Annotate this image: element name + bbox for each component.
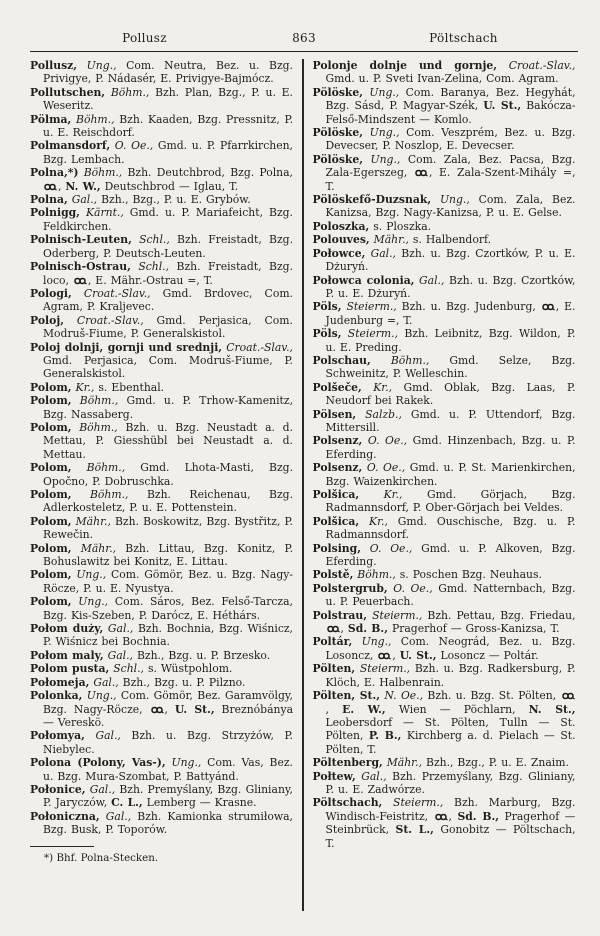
gazetteer-entry	[30, 662, 293, 675]
entry-headword: Połom duży,	[30, 622, 104, 636]
entry-headword: Pölten, St.,	[312, 689, 381, 703]
gazetteer-entry	[30, 488, 293, 515]
entry-text: Gmd. Natternbach, Bzg. u. P. Peuerbach.	[325, 581, 576, 609]
entry-headword: Połomya,	[30, 729, 85, 743]
entry-text: Bzh. Freistadt, Bzg. Oderberg, P. Deutsch-Leuten.	[43, 233, 294, 260]
entry-headword: Polom,	[30, 595, 72, 609]
entry-headword: Pölsen,	[312, 407, 357, 421]
gazetteer-entry	[30, 676, 293, 689]
entry-region: O. Oe.,	[387, 581, 433, 595]
entry-text: Gmd. u. P. Alkoven, Bzg. Eferding.	[325, 541, 576, 569]
entry-text: Gmd. Oblak, Bzg. Laas, P. Neudorf bei Rakek.	[325, 380, 576, 408]
text-columns	[30, 52, 578, 911]
entry-text: s. Ploszka.	[369, 219, 432, 233]
entry-region: Gal.,	[84, 729, 121, 743]
entry-region: Kr.,	[361, 380, 393, 394]
gazetteer-entry	[313, 126, 576, 153]
post-horn-icon	[150, 703, 165, 716]
entry-region: Böhm.,	[71, 488, 129, 501]
entry-headword: Poltár,	[312, 635, 353, 649]
entry-text: Com. Neutra, Bez. u. Bzg. Privigye, P. Nádasér, E. Privigye-Bajmócz.	[43, 59, 293, 86]
entry-region: Steierm.,	[382, 796, 444, 810]
gazetteer-entry	[30, 381, 293, 394]
entry-region: Böhm.,	[105, 85, 150, 99]
entry-headword: Pölten,	[312, 662, 356, 676]
entry-region: Croat.-Slav.,	[222, 340, 293, 354]
entry-region: Gal.,	[67, 193, 98, 207]
gazetteer-entry	[313, 488, 576, 515]
entry-text: Deutschbrod — Iglau, T.	[100, 179, 239, 193]
gazetteer-entry	[30, 810, 293, 837]
entry-headword: Polšica,	[312, 488, 360, 501]
entry-text: s. Halbendorf.	[408, 233, 492, 247]
entry-text: ,	[58, 179, 66, 193]
entry-text: s. Ebenthal.	[94, 380, 165, 394]
entry-text: Bzh. Plan, Bzg., P. u. E. Weseritz.	[43, 85, 293, 113]
entry-headword: Polouves,	[312, 233, 370, 247]
entry-headword: Pölma,	[30, 112, 72, 126]
entry-headword: Polom,	[30, 514, 72, 528]
gazetteer-entry	[30, 542, 293, 569]
gazetteer-entry	[30, 729, 293, 756]
column-left	[30, 59, 293, 911]
entry-region: Schl.,	[131, 233, 170, 247]
entry-region: Ung.,	[363, 152, 401, 166]
column-divider-rule	[302, 59, 304, 911]
entry-text: Bzh., Bzg., P. u. E. Grybów.	[97, 193, 251, 207]
entry-headword: U. St.,	[399, 648, 437, 662]
entry-headword: Poloszka,	[312, 219, 370, 233]
entry-headword: Polom,	[30, 568, 72, 582]
entry-text: ,	[164, 702, 175, 716]
entry-headword: Polom,	[30, 488, 72, 501]
entry-region: O. Oe.,	[362, 434, 408, 448]
post-horn-icon	[326, 622, 341, 635]
entry-headword: Pöls,	[312, 327, 342, 341]
post-horn-icon	[377, 649, 392, 662]
entry-region: Schl.,	[130, 260, 170, 274]
entry-text: , E. Zala-Szent-Mihály =, T.	[325, 166, 576, 193]
entry-region: Mähr.,	[382, 756, 423, 770]
gazetteer-entry	[30, 421, 293, 461]
entry-headword: Pölöske,	[312, 85, 364, 99]
gazetteer-entry	[313, 582, 576, 609]
entry-headword: Polschau,	[312, 353, 371, 367]
entry-region: Kärnt.,	[79, 206, 124, 220]
gazetteer-entry	[30, 233, 293, 260]
gazetteer-entry	[313, 461, 576, 488]
entry-headword: N. St.,	[528, 702, 576, 716]
gazetteer-entry	[30, 568, 293, 595]
column-right	[313, 59, 576, 911]
entry-headword: Połtew,	[312, 769, 356, 783]
entry-region: Ung.,	[165, 756, 202, 770]
entry-headword: Pologi,	[30, 286, 72, 300]
gazetteer-entry	[30, 260, 293, 287]
entry-text: Com. Neográd, Bez. u. Bzg. Losoncz,	[325, 635, 576, 662]
entry-text: Breznóbánya — Vereskö.	[43, 702, 294, 729]
entry-headword: P. B.,	[368, 729, 402, 743]
gazetteer-entry	[313, 193, 576, 220]
gazetteer-entry	[30, 595, 293, 622]
entry-text: Com. Zala, Bez. Pacsa, Bzg. Zala-Egerszeg,	[325, 152, 576, 180]
entry-region: Böhm.,	[71, 420, 118, 434]
header-keyword-right: Pöltschach	[429, 31, 498, 45]
entry-text: Gmd. Selze, Bzg. Schweinitz, P. Welleschin.	[325, 353, 576, 381]
entry-headword: Polstergrub,	[312, 581, 388, 595]
footnote	[30, 846, 293, 865]
entry-headword: Polom,	[30, 420, 72, 434]
entry-region: O. Oe.,	[360, 541, 413, 555]
gazetteer-entry	[313, 689, 576, 756]
entry-headword: Połonice,	[30, 782, 86, 796]
footnote-text: *) Bhf. Polna-Stecken.	[44, 851, 159, 864]
entry-text: Bzh. Premyślany, Bzg. Gliniany, P. Jaryczów,	[43, 782, 293, 810]
gazetteer-entry	[313, 86, 576, 126]
gazetteer-entry	[313, 568, 576, 581]
entry-text: Bzh. u. Bzg. Radkersburg, P. Klöch, E. Halbenrain.	[325, 662, 576, 689]
entry-region: Böhm.,	[370, 353, 430, 367]
entry-region: Gal.,	[85, 782, 116, 796]
entry-text: Com. Veszprém, Bez. u. Bzg. Devecser, P. Noszlop, E. Devecser.	[325, 126, 576, 153]
footnote-rule	[30, 846, 94, 847]
entry-text: Gmd. u. P. Sveti Ivan-Zelina, Com. Agram.	[325, 72, 559, 86]
post-horn-icon	[561, 689, 576, 702]
post-horn-icon	[541, 300, 556, 313]
gazetteer-entry	[30, 287, 293, 314]
gazetteer-entry	[313, 274, 576, 301]
entry-region: Schl.,	[109, 662, 144, 676]
gazetteer-entry	[30, 394, 293, 421]
entry-headword: Poloj dolnji, gornji und srednji,	[30, 340, 223, 354]
entry-text: Bzh. Reichenau, Bzg. Adlerkosteletz, P. u. E. Pottenstein.	[43, 488, 294, 515]
entry-headword: Pöls,	[312, 300, 342, 314]
gazetteer-entry	[30, 314, 293, 341]
entry-text: ,	[325, 702, 343, 716]
entry-text: Bzh. u. Bzg. Czortków, P. u. E. Dżuryń.	[325, 273, 576, 300]
entry-region: Kr.,	[359, 488, 403, 501]
post-horn-icon	[414, 166, 429, 179]
entry-headword: Polšica,	[312, 514, 360, 528]
entry-text: Kirchberg a. d. Pielach — St. Pölten, T.	[325, 729, 576, 756]
entry-headword: N. W.,	[65, 179, 101, 193]
entry-region: Böhm.,	[78, 166, 123, 180]
entry-region: Gal.,	[103, 622, 134, 636]
entry-region: Ung.,	[363, 126, 400, 140]
entry-region: Steierm.,	[341, 327, 399, 341]
post-horn-icon	[73, 274, 88, 287]
entry-text: Gonobitz — Pöltschach, T.	[325, 823, 576, 850]
page-number: 863	[292, 31, 316, 45]
entry-text: Bzh. Leibnitz, Bzg. Wildon, P. u. E. Preding.	[325, 327, 576, 354]
entry-headword: U. St.,	[483, 99, 522, 113]
entry-text: Gmd. u. P. St. Marienkirchen, Bzg. Waizenkirchen.	[325, 461, 576, 488]
entry-text: Gmd. Brdovec, Com. Agram, P. Kraljevec.	[43, 286, 293, 314]
entry-region: Croat.-Slav.,	[71, 286, 151, 300]
entry-region: Croat.-Slav.,	[64, 313, 144, 327]
gazetteer-entry	[313, 354, 576, 381]
entry-region: Ung.,	[363, 85, 400, 99]
entry-text: Gmd. u. P. Uttendorf, Bzg. Mittersill.	[325, 407, 576, 434]
entry-text: ,	[340, 622, 348, 636]
entry-text: Gmd. Ouschische, Bzg. u. P. Radmannsdorf.	[325, 514, 576, 542]
entry-region: Ung.,	[71, 568, 107, 582]
entry-headword: Pölöske,	[312, 126, 364, 140]
entry-text: Bzh. u. Bzg. St. Pölten,	[423, 689, 561, 703]
entry-region: Mähr.,	[71, 541, 117, 555]
entry-region: O. Oe.,	[110, 139, 154, 153]
entry-headword: St. L.,	[395, 823, 434, 837]
gazetteer-entry	[313, 542, 576, 569]
entry-headword: Polom,	[30, 541, 72, 555]
entry-text: Bzh. Marburg, Bzg. Windisch-Feistritz,	[325, 796, 576, 823]
gazetteer-entry	[30, 341, 293, 381]
entry-region: Steierm.,	[341, 300, 397, 314]
gazetteer-entry	[30, 515, 293, 542]
entry-text: Leobersdorf — St. Pölten, Tulln — St. Pölten,	[325, 715, 576, 743]
gazetteer-entry	[313, 770, 576, 797]
entry-region: O. Oe.,	[362, 461, 406, 475]
gazetteer-entry	[30, 756, 293, 783]
entry-headword: Polom,	[30, 380, 72, 394]
entry-text: Gmd. Perjasica, Com. Modruš-Fiume, P. Generalskistol.	[43, 353, 293, 381]
entry-headword: Polnisch-Leuten,	[30, 233, 132, 247]
entry-headword: Połowce,	[312, 246, 366, 260]
gazetteer-entry	[313, 300, 576, 327]
entry-headword: Pollusz,	[30, 59, 78, 72]
entry-region: Gal.,	[365, 246, 396, 260]
entry-headword: Polnisch-Ostrau,	[30, 260, 131, 274]
entry-text: Bzh. u. Bzg. Judenburg,	[396, 300, 541, 314]
entry-text: Gmd. Hinzenbach, Bzg. u. P. Eferding.	[325, 434, 576, 461]
entry-headword: U. St.,	[174, 702, 215, 716]
gazetteer-entry	[313, 408, 576, 435]
gazetteer-entry	[30, 59, 293, 86]
gazetteer-entry	[313, 153, 576, 193]
entry-region: Ung.,	[77, 59, 117, 72]
entry-headword: C. L.,	[111, 796, 143, 810]
entry-headword: Polom,	[30, 461, 72, 475]
entry-region: Ung.,	[352, 635, 392, 649]
entry-text: Com. Gömör, Bez. u. Bzg. Nagy-Röcze, P. u. E. Nyustya.	[43, 568, 294, 595]
entry-text: Bakócza-Felső-Mindszent — Komlo.	[325, 99, 576, 126]
entry-text: Bzh. Deutchbrod, Bzg. Polna,	[122, 166, 293, 180]
entry-text: Bzh. Przemyślany, Bzg. Gliniany, P. u. E. Zadwórze.	[325, 769, 576, 796]
entry-text: Bzh., Bzg., P. u. E. Znaim.	[422, 756, 569, 770]
gazetteer-entry	[313, 381, 576, 408]
entry-text: Bzh. Freistadt, Bzg. loco,	[43, 260, 294, 287]
entry-text: Bzh. Boskowitz, Bzg. Bystřitz, P. Rewečin.	[43, 514, 293, 542]
entry-region: Mähr.,	[369, 233, 409, 247]
entry-headword: Pöltschach,	[312, 796, 383, 810]
gazetteer-entry	[313, 515, 576, 542]
entry-headword: Polonka,	[30, 689, 83, 703]
entry-region: N. Oe.,	[380, 689, 424, 703]
entry-region: Gal.,	[414, 273, 445, 287]
entry-region: Ung.,	[71, 595, 109, 609]
gazetteer-entry	[30, 783, 293, 810]
entry-text: s. Poschen Bzg. Neuhaus.	[395, 568, 542, 582]
entry-headword: Pölöske,	[312, 152, 364, 166]
entry-text: Bzh. u. Bzg. Neustadt a. d. Mettau, P. Giesshübl bei Neustadt a. d. Mettau.	[43, 420, 293, 461]
gazetteer-entry	[313, 796, 576, 850]
entry-headword: Pöltenberg,	[312, 756, 383, 770]
gazetteer-entry	[313, 59, 576, 86]
gazetteer-entry	[313, 635, 576, 662]
entry-headword: Polsenz,	[312, 434, 363, 448]
entry-text: Gmd. Görjach, Bzg. Radmannsdorf, P. Ober-Görjach bei Veldes.	[325, 488, 576, 515]
entry-headword: Polna,*)	[30, 166, 79, 180]
entry-text: Pragerhof — Steinbrück,	[325, 809, 576, 837]
entry-region: Gal.,	[99, 809, 132, 823]
gazetteer-entry	[30, 206, 293, 233]
entry-headword: Połowca colonia,	[312, 273, 415, 287]
entry-text: Com. Sáros, Bez. Felső-Tarcza, Bzg. Kis-Szeben, P. Darócz, E. Héthárs.	[43, 595, 293, 622]
entry-headword: Polom pusta,	[30, 662, 110, 676]
entry-text: , E. Judenburg =, T.	[325, 300, 576, 327]
gazetteer-entry	[313, 220, 576, 233]
entry-region: Steierm.,	[355, 662, 411, 676]
gazetteer-entry	[30, 461, 293, 488]
entry-region: Steierm.,	[367, 608, 423, 622]
entry-headword: Polmansdorf,	[30, 139, 111, 153]
entry-text: Bzh. Bochnia, Bzg. Wiśnicz, P. Wiśnicz bei Bochnia.	[43, 622, 293, 649]
entry-headword: Pollutschen,	[30, 85, 106, 99]
entry-text: , E. Mähr.-Ostrau =, T.	[87, 273, 213, 287]
entry-headword: Poloj,	[30, 313, 64, 327]
entry-text: Losoncz — Poltár.	[436, 648, 539, 662]
entry-text: Wien — Pöchlarn,	[385, 702, 529, 716]
entry-text: Com. Zala, Bez. Kanizsa, Bzg. Nagy-Kanizsa, P. u. E. Gelse.	[325, 193, 576, 220]
entry-text: Com. Baranya, Bez. Hegyhát, Bzg. Sásd, P. Magyar-Szék,	[325, 85, 576, 113]
gazetteer-entry	[30, 689, 293, 729]
gazetteer-entry	[313, 756, 576, 769]
entry-text: Gmd. u. P. Trhow-Kamenitz, Bzg. Nassaberg.	[43, 394, 293, 421]
entry-text: Com. Vas, Bez. u. Bzg. Mura-Szombat, P. Battyánd.	[43, 756, 293, 783]
entry-headword: Pölöskefő-Duzsnak,	[312, 193, 432, 207]
header-keyword-left: Pollusz	[122, 31, 167, 45]
gazetteer-entry	[313, 662, 576, 689]
entry-region: Mähr.,	[71, 514, 111, 528]
entry-headword: Polom,	[30, 394, 72, 408]
entry-region: Böhm.,	[71, 394, 119, 408]
entry-region: Salzb.,	[356, 407, 402, 421]
gazetteer-entry	[313, 609, 576, 636]
entry-headword: Sd. B.,	[347, 622, 388, 636]
entry-text: s. Wüstpohlom.	[143, 662, 233, 676]
entry-text: Bzh. u. Bzg. Strzyżów, P. Niebylec.	[43, 729, 293, 756]
entry-region: Ung.,	[82, 689, 117, 703]
entry-region: Böhm.,	[71, 461, 126, 475]
entry-region: Croat.-Slav.,	[497, 59, 576, 72]
entry-headword: Polna,	[30, 193, 68, 207]
gazetteer-entry	[30, 139, 293, 166]
entry-text: Gmd. u. P. Mariafeicht, Bzg. Feldkirchen.	[43, 206, 293, 233]
entry-text: Gmd. u. P. Pfarrkirchen, Bzg. Lembach.	[43, 139, 293, 166]
entry-headword: Połoniczna,	[30, 809, 100, 823]
entry-region: Kr.,	[71, 380, 95, 394]
gazetteer-entry	[30, 193, 293, 206]
entry-headword: Polona (Polony, Vas-),	[30, 756, 166, 770]
entry-text: Bzh., Bzg. u. P. Pilzno.	[118, 675, 246, 689]
entry-region: Gal.,	[355, 769, 387, 783]
gazetteer-entry	[313, 327, 576, 354]
gazetteer-entry	[313, 247, 576, 274]
entry-text: Bzh. Kaaden, Bzg. Pressnitz, P. u. E. Reischdorf.	[43, 112, 294, 140]
entry-text: Com. Gömör, Bez. Garamvölgy, Bzg. Nagy-Röcze,	[43, 689, 293, 716]
gazetteer-entry	[313, 434, 576, 461]
page-header	[30, 30, 578, 46]
entry-text: Gmd. Perjasica, Com. Modruš-Fiume, P. Generalskistol.	[43, 313, 293, 341]
entry-text: Lemberg — Krasne.	[142, 796, 257, 810]
column-right-entries	[313, 59, 576, 850]
entry-text: Bzh., Bzg. u. P. Brzesko.	[133, 648, 271, 662]
entry-headword: Polsenz,	[312, 461, 363, 475]
gazetteer-entry	[313, 233, 576, 246]
entry-region: Böhm.,	[71, 112, 115, 126]
entry-text: Bzh. Kamionka strumiłowa, Bzg. Busk, P. Toporów.	[43, 809, 293, 837]
entry-headword: Polstrau,	[312, 608, 367, 622]
post-horn-icon	[43, 180, 58, 193]
entry-text: ,	[392, 648, 400, 662]
column-left-entries	[30, 59, 293, 837]
entry-text: Pragerhof — Gross-Kanizsa, T.	[387, 622, 560, 636]
entry-headword: Polsing,	[312, 541, 361, 555]
entry-region: Gal.,	[103, 648, 133, 662]
gazetteer-entry	[30, 649, 293, 662]
entry-headword: Sd. B.,	[457, 809, 499, 823]
entry-headword: Połomeja,	[30, 675, 90, 689]
entry-text: Gmd. Lhota-Masti, Bzg. Opočno, P. Dobruschka.	[43, 461, 293, 488]
entry-headword: Polšeče,	[312, 380, 362, 394]
entry-region: Kr.,	[359, 514, 388, 528]
entry-text: Bzh. u. Bzg. Czortków, P. u. E. Dżuryń.	[325, 246, 576, 274]
entry-headword: Polstě,	[312, 568, 354, 582]
post-horn-icon	[434, 810, 449, 823]
gazetteer-entry	[30, 622, 293, 649]
entry-text: Bzh. Pettau, Bzg. Friedau,	[422, 608, 576, 622]
entry-headword: Polnigg,	[30, 206, 80, 220]
entry-region: Ung.,	[431, 193, 470, 207]
gazetteer-entry	[30, 166, 293, 193]
entry-region: Gal.,	[89, 675, 119, 689]
entry-headword: Połom maly,	[30, 648, 104, 662]
entry-headword: Polonje dolnje und gornje,	[312, 59, 498, 72]
gazetteer-entry	[30, 113, 293, 140]
entry-headword: E. W.,	[342, 702, 386, 716]
entry-text: ,	[448, 809, 458, 823]
gazetteer-entry	[30, 86, 293, 113]
entry-region: Böhm.,	[353, 568, 396, 582]
entry-text: Bzh. Littau, Bzg. Konitz, P. Bohuslawitz bei Konitz, E. Littau.	[43, 541, 293, 569]
